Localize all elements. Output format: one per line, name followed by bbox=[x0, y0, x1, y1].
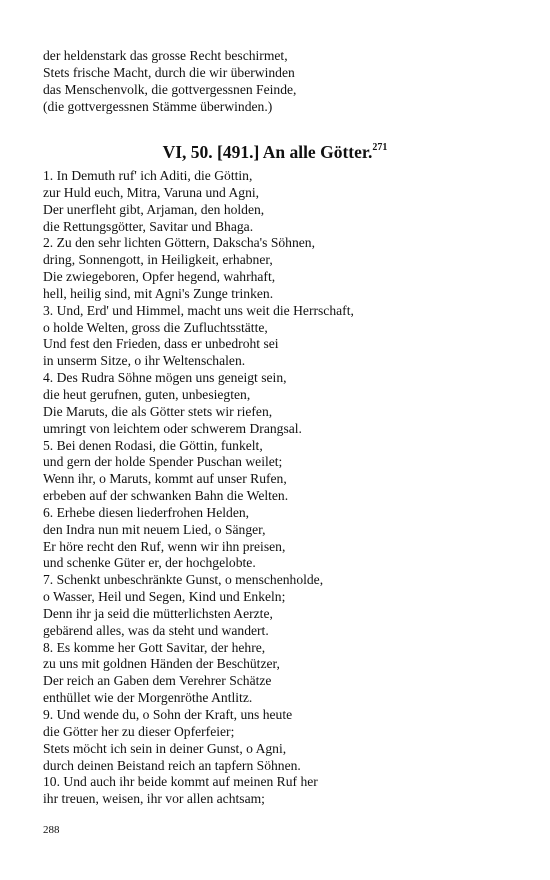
verse-line: 2. Zu den sehr lichten Göttern, Dakscha's Söhnen, bbox=[43, 235, 315, 251]
verse-line: zu uns mit goldnen Händen der Beschützer, bbox=[43, 656, 280, 672]
verse-line: Die Maruts, die als Götter stets wir riefen, bbox=[43, 403, 273, 419]
verse-line: zur Huld euch, Mitra, Varuna und Agni, bbox=[43, 184, 260, 200]
verse-line: Der unerfleht gibt, Arjaman, den holden, bbox=[43, 201, 265, 217]
intro-stanza bbox=[43, 47, 513, 115]
verse-line: der heldenstark das grosse Recht beschirmet, bbox=[43, 48, 288, 63]
hymn-body bbox=[43, 168, 513, 808]
verse-line: die Rettungsgötter, Savitar und Bhaga. bbox=[43, 218, 254, 234]
verse-line: Er höre recht den Ruf, wenn wir ihn preisen, bbox=[43, 538, 286, 554]
verse-line: 5. Bei denen Rodasi, die Göttin, funkelt, bbox=[43, 437, 263, 453]
verse-line: o holde Welten, gross die Zufluchtsstätte, bbox=[43, 319, 268, 335]
verse-line: Wenn ihr, o Maruts, kommt auf unser Rufen, bbox=[43, 471, 287, 487]
hymn-heading bbox=[0, 140, 550, 164]
verse-line: in unserm Sitze, o ihr Weltenschalen. bbox=[43, 353, 246, 369]
verse-line: 7. Schenkt unbeschränkte Gunst, o menschenholde, bbox=[43, 572, 324, 588]
footnote-marker: 271 bbox=[372, 142, 388, 154]
verse-line: Denn ihr ja seid die mütterlichsten Aerzte, bbox=[43, 605, 273, 621]
verse-line: 10. Und auch ihr beide kommt auf meinen Ruf her bbox=[43, 774, 318, 790]
verse-line: 6. Erhebe diesen liederfrohen Helden, bbox=[43, 504, 250, 520]
verse-line: 8. Es komme her Gott Savitar, der hehre, bbox=[43, 639, 266, 655]
verse-line: hell, heilig sind, mit Agni's Zunge trinken. bbox=[43, 285, 274, 301]
verse-line: 4. Des Rudra Söhne mögen uns geneigt sein, bbox=[43, 370, 287, 386]
verse-line: und schenke Güter er, der hochgelobte. bbox=[43, 555, 256, 571]
verse-line: Stets frische Macht, durch die wir überwinden bbox=[43, 65, 295, 80]
verse-line: gebärend alles, was da steht und wandert. bbox=[43, 622, 269, 638]
verse-line: erbeben auf der schwanken Bahn die Welten. bbox=[43, 488, 289, 504]
page-number: 288 bbox=[43, 824, 60, 836]
verse-line: Und fest den Frieden, dass er unbedroht sei bbox=[43, 336, 279, 352]
verse-line: enthüllet wie der Morgenröthe Antlitz. bbox=[43, 690, 253, 706]
verse-line: 3. Und, Erd' und Himmel, macht uns weit die Herrschaft, bbox=[43, 302, 354, 318]
verse-line: das Menschenvolk, die gottvergessnen Feinde, bbox=[43, 82, 297, 97]
verse-line: ihr treuen, weisen, ihr vor allen achtsam; bbox=[43, 791, 265, 807]
verse-line: die Götter her zu dieser Opferfeier; bbox=[43, 723, 235, 739]
verse-line: den Indra nun mit neuem Lied, o Sänger, bbox=[43, 521, 266, 537]
verse-line: Stets möcht ich sein in deiner Gunst, o Agni, bbox=[43, 740, 287, 756]
verse-line: die heut gerufnen, guten, unbesiegten, bbox=[43, 386, 251, 402]
verse-line: und gern der holde Spender Puschan weilet; bbox=[43, 454, 283, 470]
verse-line: durch deinen Beistand reich an tapfern Söhnen. bbox=[43, 757, 301, 773]
verse-line: Die zwiegeboren, Opfer hegend, wahrhaft, bbox=[43, 269, 276, 285]
verse-line: (die gottvergessnen Stämme überwinden.) bbox=[43, 99, 273, 114]
verse-line: 9. Und wende du, o Sohn der Kraft, uns heute bbox=[43, 707, 293, 722]
verse-line: o Wasser, Heil und Segen, Kind und Enkeln; bbox=[43, 589, 286, 605]
verse-line: Der reich an Gaben dem Verehrer Schätze bbox=[43, 673, 272, 689]
verse-line: dring, Sonnengott, in Heiligkeit, erhabner, bbox=[43, 252, 273, 268]
hymn-title: VI, 50. [491.] An alle Götter. bbox=[162, 142, 373, 162]
verse-line: 1. In Demuth ruf' ich Aditi, die Göttin, bbox=[43, 168, 253, 183]
verse-line: umringt von leichtem oder schwerem Drangsal. bbox=[43, 420, 302, 436]
